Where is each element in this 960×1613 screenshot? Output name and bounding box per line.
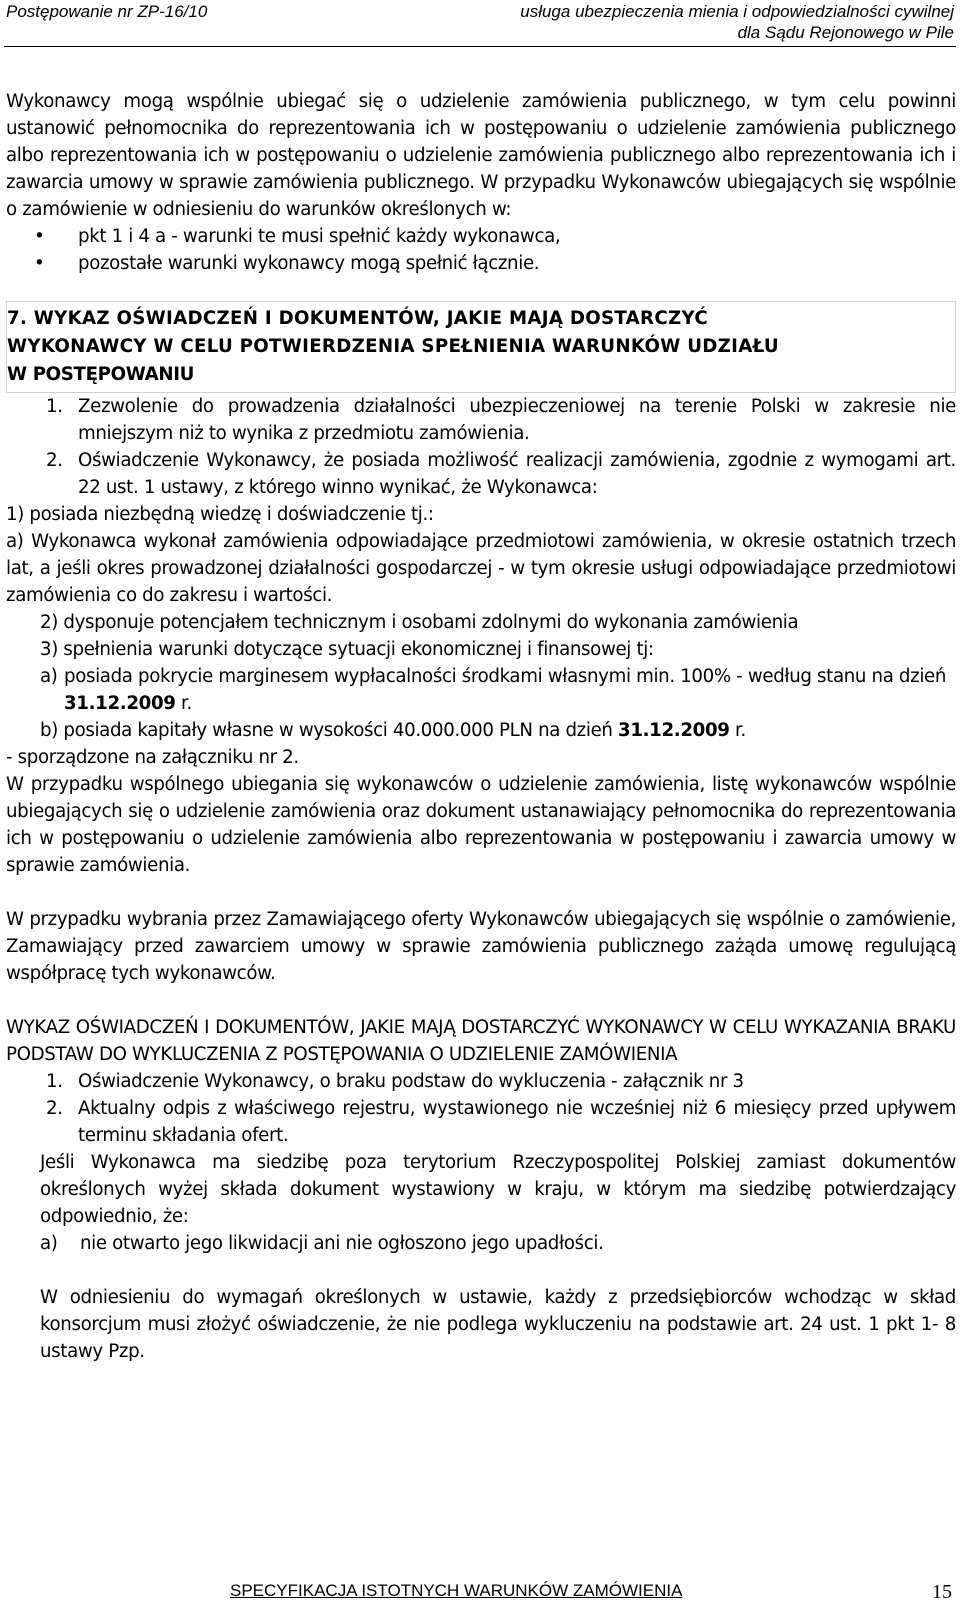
document-body <box>6 88 956 1365</box>
item-number: 1. <box>46 396 63 417</box>
item-text: nie otwarto jego likwidacji ani nie ogłoszono jego upadłości. <box>80 1233 604 1254</box>
footer-title: SPECYFIKACJA ISTOTNYCH WARUNKÓW ZAMÓWIENIA <box>230 1581 683 1600</box>
selected-offer-paragraph: W przypadku wybrania przez Zamawiającego oferty Wykonawców ubiegających się wspólnie o zamówienie, Zamawiający przed zawarciem umowy w sprawie zamówienia publicznego zażąda umowę regulującą współpracę tych wykonawców. <box>6 909 956 984</box>
intro-paragraph: Wykonawcy mogą wspólnie ubiegać się o udzielenie zamówienia publicznego, w tym celu powinni ustanowić pełnomocnika do reprezentowania ich w postępowaniu o udzielenie zamówienia publicznego albo reprezentowania ich w postępowaniu o udzielenie zamówienia publicznego albo reprezentowania ich i zawarcia umowy w sprawie zamówienia publicznego. W przypadku Wykonawców ubiegających się wspólnie o zamówienie w odniesieniu do warunków określonych w: <box>6 91 956 220</box>
spacer <box>6 1257 956 1284</box>
list-item <box>6 1095 956 1149</box>
item-number: 2. <box>46 450 63 471</box>
spacer <box>6 987 956 1014</box>
conditions-list <box>6 223 956 277</box>
item-number: 2. <box>46 1098 63 1119</box>
list-item <box>6 1068 956 1095</box>
solvency-date: 31.12.2009 <box>64 693 176 714</box>
header-subject <box>520 1 954 43</box>
page-footer <box>0 1578 960 1608</box>
list-item: • pozostałe warunki wykonawcy mogą spełnić łącznie. <box>6 250 956 277</box>
list-item <box>6 393 956 447</box>
list-item <box>6 447 956 501</box>
list-item: • pkt 1 i 4 a - warunki te musi spełnić każdy wykonawca, <box>6 223 956 250</box>
item-text: b) posiada kapitały własne w wysokości 40.000.000 PLN na dzień <box>40 720 619 741</box>
header-divider <box>4 46 956 47</box>
section-heading-line-2: WYKONAWCY W CELU POTWIERDZENIA SPEŁNIENIA WARUNKÓW UDZIAŁU <box>7 336 779 357</box>
section-heading-line-1: 7. WYKAZ OŚWIADCZEŃ I DOKUMENTÓW, JAKIE MAJĄ DOSTARCZYĆ <box>7 308 708 329</box>
item-number: 1. <box>46 1071 63 1092</box>
item-text: Zezwolenie do prowadzenia działalności ubezpieczeniowej na terenie Polski w zakresie nie mniejszym niż to wynika z przedmiotu zamówienia. <box>78 396 956 444</box>
consortium-paragraph: W odniesieniu do wymagań określonych w ustawie, każdy z przedsiębiorców wchodząc w skład konsorcjum musi złożyć oświadczenie, że nie podlega wykluczeniu na podstawie art. 24 ust. 1 pkt 1- 8 ustawy Pzp. <box>40 1287 956 1362</box>
page-number: 15 <box>932 1581 952 1603</box>
item-label: a) <box>40 666 58 687</box>
item-text: Aktualny odpis z właściwego rejestru, wystawionego nie wcześniej niż 6 miesięcy przed upływem terminu składania ofert. <box>78 1098 956 1146</box>
item-text: Oświadczenie Wykonawcy, że posiada możliwość realizacji zamówienia, zgodnie z wymogami art. 22 ust. 1 ustawy, z którego winno wynikać, że Wykonawca: <box>78 450 956 498</box>
requirement-knowledge: 1) posiada niezbędną wiedzę i doświadczenie tj.: <box>6 504 434 525</box>
foreign-requirement <box>40 1230 956 1257</box>
spacer <box>6 879 956 906</box>
foreign-contractor-paragraph: Jeśli Wykonawca ma siedzibę poza terytorium Rzeczypospolitej Polskiej zamiast dokumentów określonych wyżej składa dokument wystawiony w kraju, w którym ma siedzibę potwierdzający odpowiednio, że: <box>40 1152 956 1227</box>
joint-application-paragraph: W przypadku wspólnego ubiegania się wykonawców o udzielenie zamówienia, listę wykonawców wspólnie ubiegających się o udzielenie zamówienia oraz dokument ustanawiający pełnomocnika do reprezentowania ich w postępowaniu o udzielenie zamówienia albo reprezentowania w postępowaniu i zawarcia umowy w sprawie zamówienia. <box>6 774 956 876</box>
page-header <box>0 0 960 46</box>
exclusion-heading: WYKAZ OŚWIADCZEŃ I DOKUMENTÓW, JAKIE MAJĄ DOSTARCZYĆ WYKONAWCY W CELU WYKAZANIA BRAKU PODSTAW DO WYKLUCZENIA Z POSTĘPOWANIA O UDZIELENIE ZAMÓWIENIA <box>6 1017 956 1065</box>
section-7-heading <box>6 301 956 393</box>
requirement-technical: 2) dysponuje potencjałem technicznym i osobami zdolnymi do wykonania zamówienia <box>40 612 799 633</box>
requirement-solvency <box>40 663 956 717</box>
equity-date: 31.12.2009 <box>618 720 730 741</box>
requirement-experience: a) Wykonawca wykonał zamówienia odpowiadające przedmiotowi zamówienia, w okresie ostatnich trzech lat, a jeśli okres prowadzonej działalności gospodarczej - w tym okresie usługi odpowiadające przedmiotowi zamówienia co do zakresu i wartości. <box>6 531 956 606</box>
item-label: a) <box>40 1233 58 1254</box>
item-text-end: r. <box>175 693 192 714</box>
item-text: posiada pokrycie marginesem wypłacalności środkami własnymi min. 100% - według stanu na dzień <box>64 666 947 687</box>
requirement-financial: 3) spełnienia warunki dotyczące sytuacji ekonomicznej i finansowej tj: <box>40 639 654 660</box>
header-subject-line-1: usługa ubezpieczenia mienia i odpowiedzialności cywilnej <box>520 2 954 21</box>
attachment-note: - sporządzone na załączniku nr 2. <box>6 747 299 768</box>
header-subject-line-2: dla Sądu Rejonowego w Pile <box>737 23 954 42</box>
requirement-equity <box>6 717 956 744</box>
item-text-end: r. <box>729 720 746 741</box>
item-text: Oświadczenie Wykonawcy, o braku podstaw do wykluczenia - załącznik nr 3 <box>78 1071 744 1092</box>
header-case-number: Postępowanie nr ZP-16/10 <box>6 2 208 21</box>
section-heading-line-3: W POSTĘPOWANIU <box>7 364 195 385</box>
